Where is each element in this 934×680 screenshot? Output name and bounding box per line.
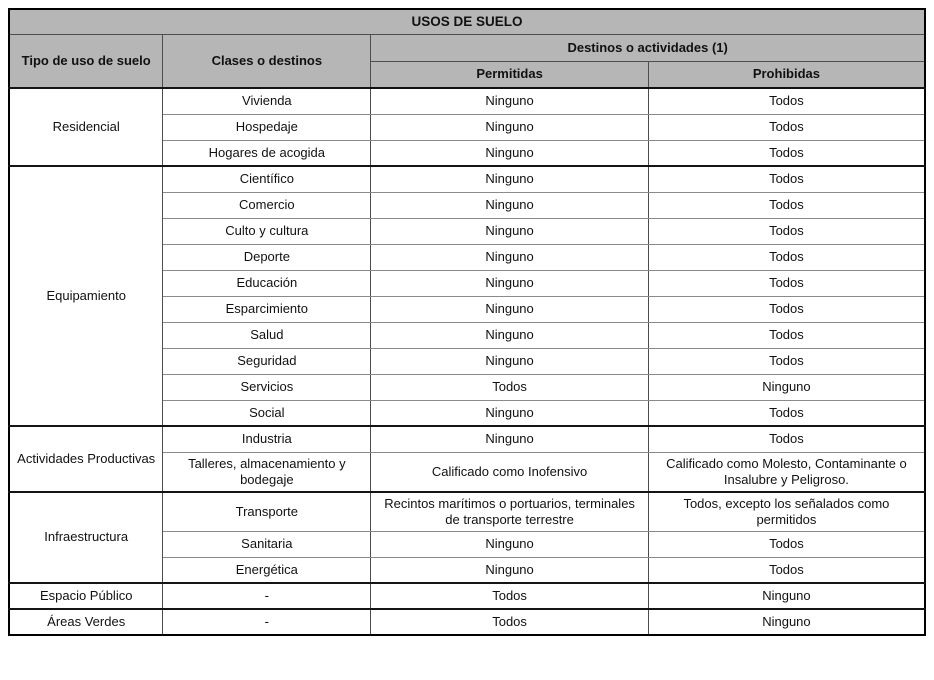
- cell-prohibidas: Todos: [648, 348, 925, 374]
- header-tipo-de-uso: Tipo de uso de suelo: [9, 34, 163, 88]
- cell-prohibidas: Todos: [648, 218, 925, 244]
- cell-permitidas: Ninguno: [371, 557, 649, 583]
- cell-clase: Servicios: [163, 374, 371, 400]
- cell-prohibidas: Todos: [648, 88, 925, 114]
- cell-prohibidas: Todos: [648, 270, 925, 296]
- cell-permitidas: Ninguno: [371, 244, 649, 270]
- cell-permitidas: Ninguno: [371, 114, 649, 140]
- table-row: [9, 166, 925, 192]
- cell-tipo-areas-verdes: Áreas Verdes: [9, 609, 163, 635]
- table-row: [9, 426, 925, 452]
- cell-clase: Vivienda: [163, 88, 371, 114]
- cell-clase: Esparcimiento: [163, 296, 371, 322]
- table-row: [9, 492, 925, 532]
- cell-permitidas: Todos: [371, 583, 649, 609]
- table-header-row-1: [9, 34, 925, 61]
- usos-de-suelo-table: [8, 8, 926, 636]
- cell-clase: Industria: [163, 426, 371, 452]
- cell-clase: Comercio: [163, 192, 371, 218]
- header-clases-o-destinos: Clases o destinos: [163, 34, 371, 88]
- cell-permitidas: Ninguno: [371, 531, 649, 557]
- cell-clase: Culto y cultura: [163, 218, 371, 244]
- cell-prohibidas: Calificado como Molesto, Contaminante o Insalubre y Peligroso.: [648, 452, 925, 492]
- cell-prohibidas: Todos: [648, 296, 925, 322]
- cell-prohibidas: Ninguno: [648, 609, 925, 635]
- cell-permitidas: Ninguno: [371, 140, 649, 166]
- table-row: [9, 583, 925, 609]
- table-title-row: [9, 9, 925, 34]
- cell-permitidas: Todos: [371, 609, 649, 635]
- table-row: [9, 609, 925, 635]
- table-body: [9, 88, 925, 635]
- cell-prohibidas: Todos: [648, 322, 925, 348]
- cell-permitidas: Ninguno: [371, 166, 649, 192]
- cell-clase: Transporte: [163, 492, 371, 532]
- cell-permitidas: Ninguno: [371, 270, 649, 296]
- cell-prohibidas: Ninguno: [648, 583, 925, 609]
- cell-permitidas: Ninguno: [371, 218, 649, 244]
- cell-permitidas: Todos: [371, 374, 649, 400]
- cell-prohibidas: Todos, excepto los señalados como permitidos: [648, 492, 925, 532]
- cell-permitidas: Calificado como Inofensivo: [371, 452, 649, 492]
- cell-permitidas: Ninguno: [371, 296, 649, 322]
- cell-permitidas: Ninguno: [371, 348, 649, 374]
- cell-clase: -: [163, 609, 371, 635]
- cell-clase: Científico: [163, 166, 371, 192]
- cell-clase: Sanitaria: [163, 531, 371, 557]
- cell-prohibidas: Todos: [648, 400, 925, 426]
- cell-permitidas: Ninguno: [371, 426, 649, 452]
- cell-prohibidas: Todos: [648, 140, 925, 166]
- cell-clase: Salud: [163, 322, 371, 348]
- cell-tipo-equipamiento: Equipamiento: [9, 166, 163, 426]
- cell-tipo-actividades-productivas: Actividades Productivas: [9, 426, 163, 492]
- cell-permitidas: Ninguno: [371, 400, 649, 426]
- cell-tipo-espacio-publico: Espacio Público: [9, 583, 163, 609]
- cell-clase: Seguridad: [163, 348, 371, 374]
- header-permitidas: Permitidas: [371, 61, 649, 88]
- cell-tipo-residencial: Residencial: [9, 88, 163, 166]
- cell-prohibidas: Todos: [648, 114, 925, 140]
- cell-clase: Energética: [163, 557, 371, 583]
- cell-prohibidas: Todos: [648, 557, 925, 583]
- table-title: USOS DE SUELO: [9, 9, 925, 34]
- cell-clase: Social: [163, 400, 371, 426]
- cell-clase: Hogares de acogida: [163, 140, 371, 166]
- cell-permitidas: Ninguno: [371, 192, 649, 218]
- cell-clase: Talleres, almacenamiento y bodegaje: [163, 452, 371, 492]
- cell-prohibidas: Ninguno: [648, 374, 925, 400]
- cell-permitidas: Recintos marítimos o portuarios, terminales de transporte terrestre: [371, 492, 649, 532]
- header-prohibidas: Prohibidas: [648, 61, 925, 88]
- cell-permitidas: Ninguno: [371, 322, 649, 348]
- cell-clase: Educación: [163, 270, 371, 296]
- cell-clase: Hospedaje: [163, 114, 371, 140]
- table-row: [9, 88, 925, 114]
- cell-permitidas: Ninguno: [371, 88, 649, 114]
- header-destinos-o-actividades: Destinos o actividades (1): [371, 34, 925, 61]
- cell-prohibidas: Todos: [648, 166, 925, 192]
- cell-prohibidas: Todos: [648, 244, 925, 270]
- cell-tipo-infraestructura: Infraestructura: [9, 492, 163, 584]
- cell-clase: -: [163, 583, 371, 609]
- table-header: [9, 9, 925, 88]
- cell-prohibidas: Todos: [648, 531, 925, 557]
- cell-prohibidas: Todos: [648, 192, 925, 218]
- cell-prohibidas: Todos: [648, 426, 925, 452]
- cell-clase: Deporte: [163, 244, 371, 270]
